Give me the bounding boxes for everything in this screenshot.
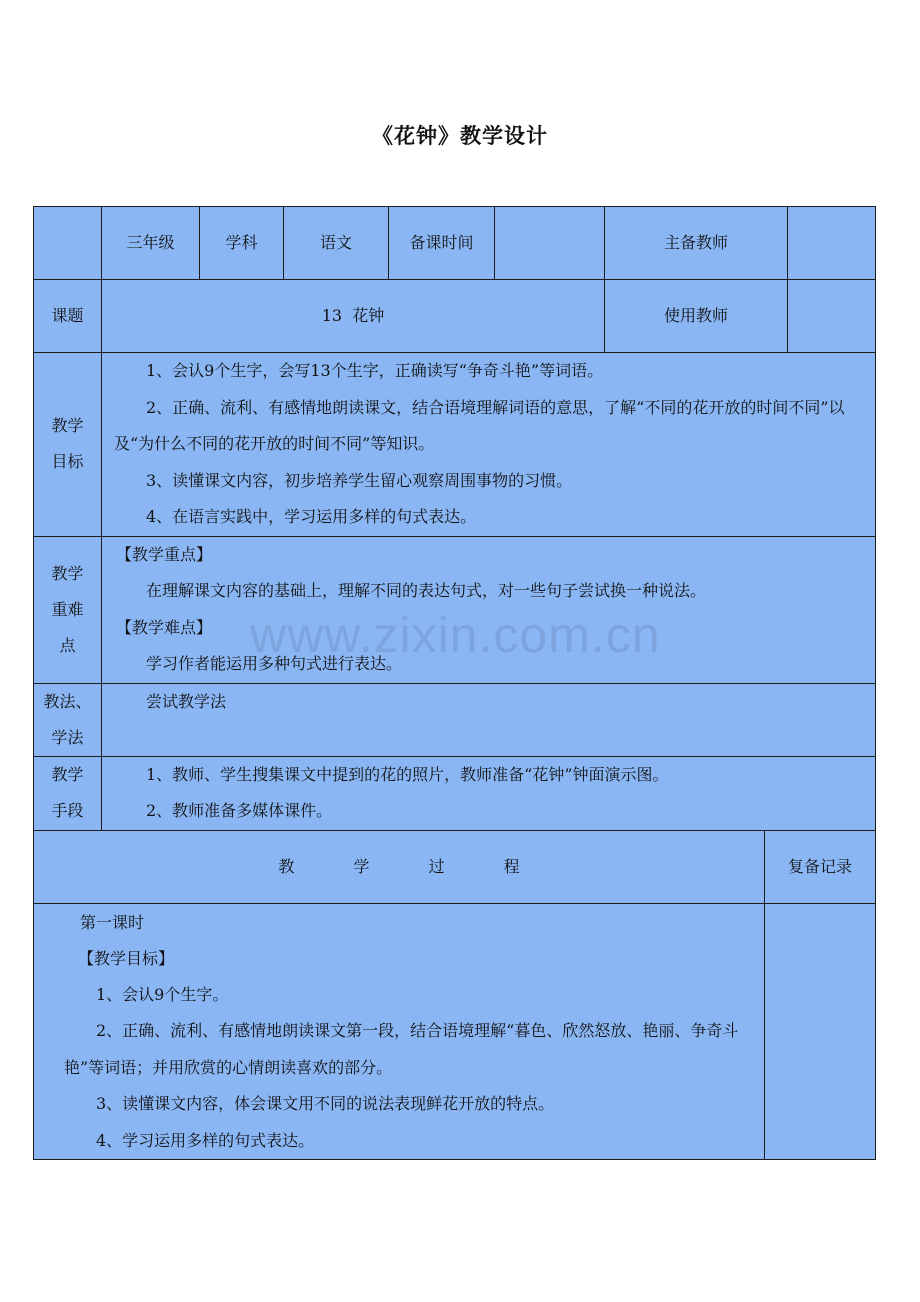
review-record-label: 复备记录: [765, 830, 876, 903]
prep-time-label: 备课时间: [389, 207, 495, 280]
means-item: 1、教师、学生搜集课文中提到的花的照片，教师准备“花钟”钟面演示图。: [146, 764, 669, 784]
lesson-goal-item: 3、读懂课文内容，体会课文用不同的说法表现鲜花开放的特点。: [96, 1094, 555, 1113]
watermark: www.zixin.com.cn: [250, 607, 661, 663]
header-blank-cell: [34, 207, 102, 280]
document-title: 《花钟》教学设计: [372, 123, 548, 148]
focus-text: 在理解课文内容的基础上，理解不同的表达句式，对一些句子尝试换一种说法。: [146, 581, 707, 600]
user-teacher-value: [788, 280, 876, 353]
process-heading-char: 教: [278, 856, 295, 876]
topic-value: 13 花钟: [102, 280, 605, 353]
lead-teacher-label: 主备教师: [605, 207, 788, 280]
methods-value: 尝试教学法: [146, 691, 227, 711]
focus-heading: 【教学重点】: [116, 545, 213, 564]
lesson-goal-item: 2、正确、流利、有感情地朗读课文第一段，结合语境理解“暮色、欣然怒放、艳丽、争奇斗艳”等词语；并用欣赏的心情朗读喜欢的部分。: [64, 1021, 739, 1077]
means-label: [34, 756, 102, 830]
difficulty-heading: 【教学难点】: [116, 617, 213, 637]
review-record-cell: [765, 903, 876, 1160]
process-heading-char: 过: [428, 856, 445, 876]
lesson-content: [34, 903, 765, 1160]
goal-item: 1、会认9个生字，会写13个生字，正确读写“争奇斗艳”等词语。: [146, 361, 604, 380]
methods-label-line2: 学法: [51, 727, 84, 747]
lesson-title: 第一课时: [80, 912, 145, 932]
lead-teacher-value: [788, 207, 876, 280]
goal-item: 2、正确、流利、有感情地朗读课文，结合语境理解词语的意思，了解“不同的花开放的时间不同”以及“为什么不同的花开放的时间不同”等知识。: [114, 397, 845, 453]
process-heading-char: 学: [353, 856, 370, 876]
lesson-plan-table: [33, 206, 876, 1160]
means-content: [102, 756, 876, 830]
subject-value: 语文: [284, 207, 389, 280]
user-teacher-label: 使用教师: [605, 280, 788, 353]
goals-label-line1: 教学: [51, 416, 84, 436]
methods-content: [102, 683, 876, 756]
means-label-line2: 手段: [51, 801, 84, 820]
means-item: 2、教师准备多媒体课件。: [146, 801, 333, 820]
prep-time-value: [495, 207, 605, 280]
topic-row: [34, 280, 876, 353]
header-row: [34, 207, 876, 280]
process-heading-row: [34, 830, 876, 903]
lesson-row: [34, 903, 876, 1160]
difficulty-text: 学习作者能运用多种句式进行表达。: [146, 653, 403, 673]
goals-row: [34, 353, 876, 537]
key-points-label-line1: 教学: [51, 563, 84, 583]
goal-item: 3、读懂课文内容，初步培养学生留心观察周围事物的习惯。: [146, 470, 573, 490]
topic-label: 课题: [34, 280, 102, 353]
goals-label: [34, 353, 102, 537]
key-points-label: [34, 536, 102, 683]
methods-row: [34, 683, 876, 756]
means-label-line1: 教学: [51, 765, 84, 784]
subject-label: 学科: [200, 207, 284, 280]
goals-content: [102, 353, 876, 537]
means-row: [34, 756, 876, 830]
methods-label: [34, 683, 102, 756]
goals-label-line2: 目标: [51, 452, 84, 472]
key-points-label-line2: 重难: [51, 599, 84, 619]
lesson-goal-heading: 【教学目标】: [78, 948, 175, 968]
process-heading-char: 程: [503, 856, 520, 876]
key-points-label-line3: 点: [59, 635, 76, 655]
grade-cell: 三年级: [102, 207, 200, 280]
lesson-goal-item: 4、学习运用多样的句式表达。: [96, 1130, 315, 1150]
process-heading: [34, 830, 765, 903]
goal-item: 4、在语言实践中，学习运用多样的句式表达。: [146, 507, 477, 526]
methods-label-line1: 教法、: [43, 691, 92, 711]
lesson-goal-item: 1、会认9个生字。: [96, 984, 229, 1004]
